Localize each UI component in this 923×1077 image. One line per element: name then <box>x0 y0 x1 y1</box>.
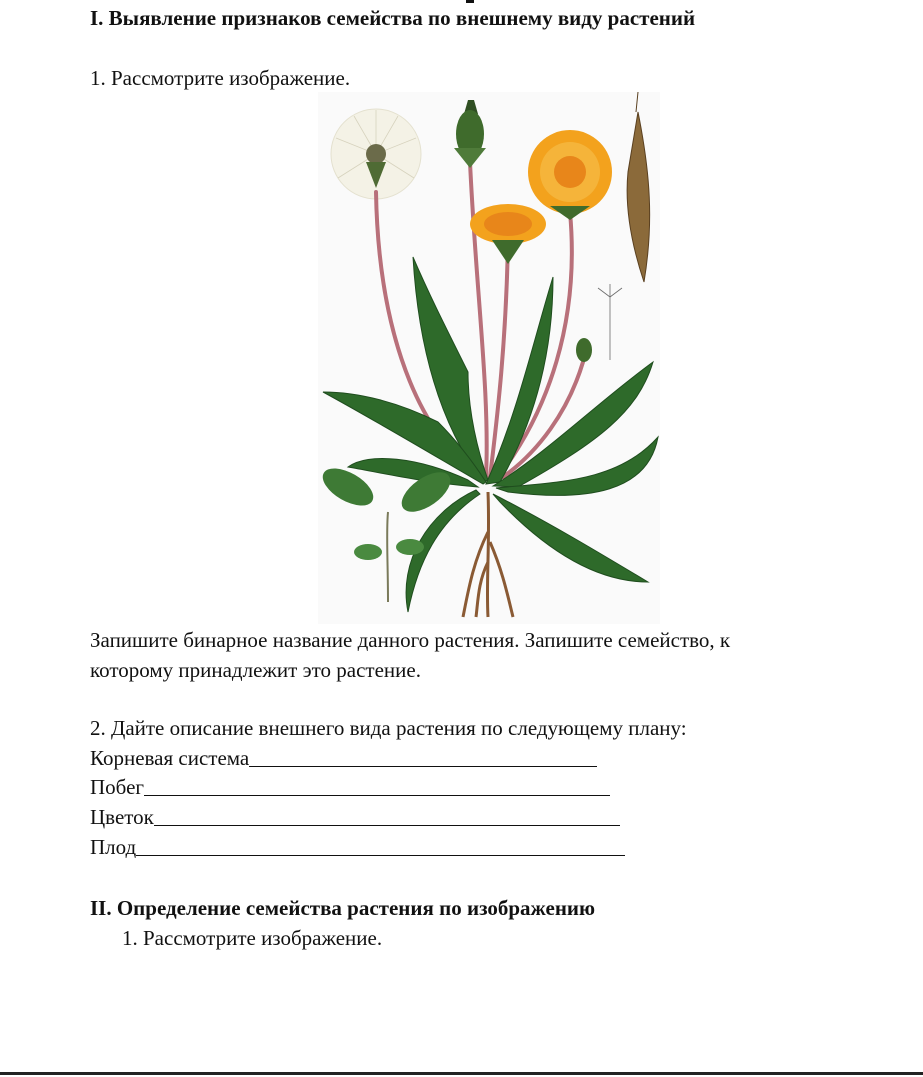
fruit-label: Плод <box>90 835 137 859</box>
flower-field <box>90 805 620 830</box>
cropped-text-fragment <box>466 0 474 3</box>
section-2-item-1: 1. Рассмотрите изображение. <box>122 926 383 950</box>
flower-label: Цветок <box>90 805 154 829</box>
section-1-heading: I. Выявление признаков семейства по внешнему виду растений <box>90 6 696 30</box>
task-2-intro: 2. Дайте описание внешнего вида растения по следующему плану: <box>90 716 687 740</box>
root-system-label: Корневая система <box>90 746 250 770</box>
root-system-field <box>90 746 597 771</box>
flower-blank[interactable] <box>154 807 620 826</box>
shoot-blank[interactable] <box>144 777 610 796</box>
section-2-heading: II. Определение семейства растения по изображению <box>90 896 596 920</box>
shoot-label: Побег <box>90 775 145 799</box>
fruit-field <box>90 835 625 860</box>
task-1-text-line-2: которому принадлежит это растение. <box>90 658 421 682</box>
root-system-blank[interactable] <box>249 748 597 767</box>
seed-head <box>331 109 421 199</box>
dandelion-illustration <box>318 92 660 624</box>
task-1-text-line-1: Запишите бинарное название данного растения. Запишите семейство, к <box>90 628 731 652</box>
small-bud <box>576 338 592 362</box>
fruit-blank[interactable] <box>136 837 625 856</box>
page-bottom-border <box>0 1072 923 1075</box>
task-1-intro: 1. Рассмотрите изображение. <box>90 66 351 90</box>
shoot-field <box>90 775 610 800</box>
